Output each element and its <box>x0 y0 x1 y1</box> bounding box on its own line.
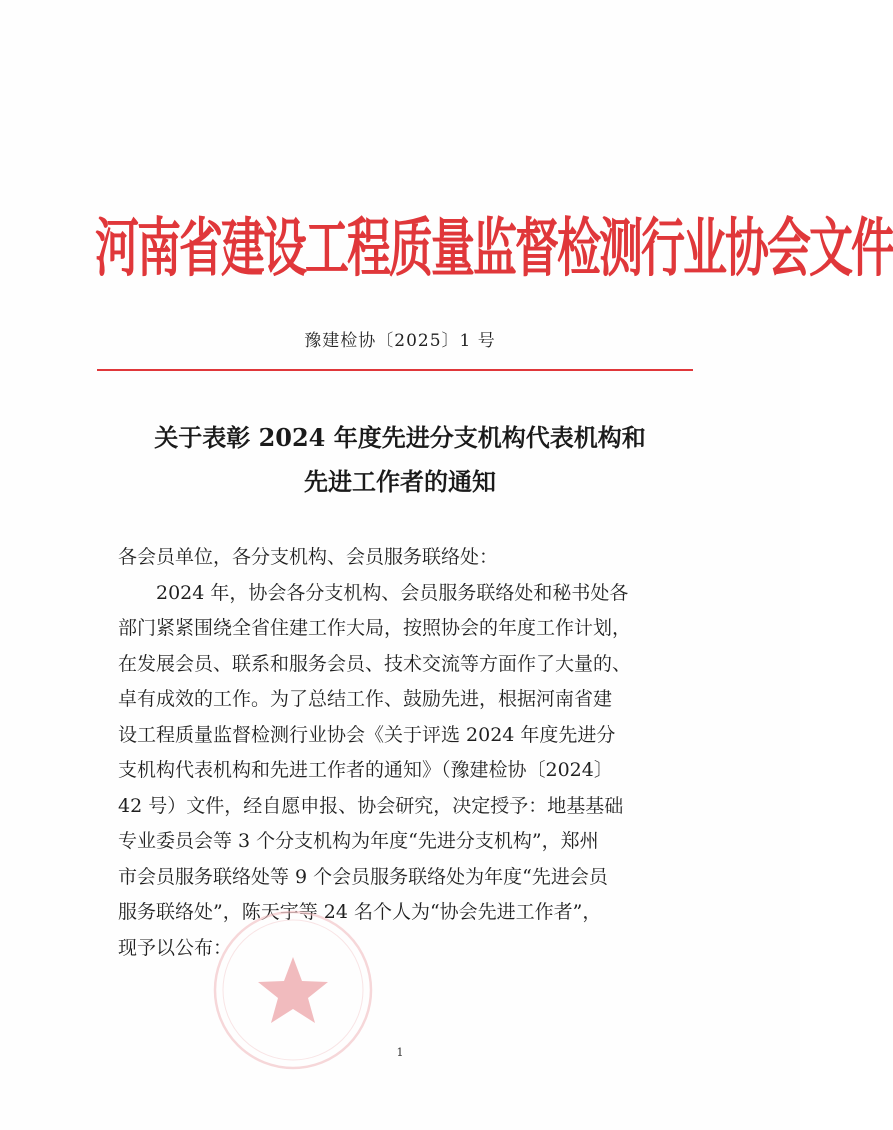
salutation: 各会员单位，各分支机构、会员服务联络处： <box>118 546 499 568</box>
body-line: 42 号）文件，经自愿申报、协会研究，决定授予：地基基础 <box>118 794 624 817</box>
organization-header: 河南省建设工程质量监督检测行业协会文件 <box>95 211 893 286</box>
body-line: 卓有成效的工作。为了总结工作、鼓励先进，根据河南省建 <box>118 688 613 710</box>
document-number: 豫建检协〔2025〕1 号 <box>304 331 496 351</box>
seal-star-icon <box>258 957 328 1023</box>
notice-body <box>118 540 688 966</box>
header-divider <box>97 369 693 371</box>
body-line: 部门紧紧围绕全省住建工作大局，按照协会的年度工作计划， <box>118 617 632 639</box>
title-line-2: 先进工作者的通知 <box>304 467 496 496</box>
notice-title <box>0 416 800 504</box>
body-line: 支机构代表机构和先进工作者的通知》（豫建检协〔2024〕 <box>118 759 613 781</box>
title-line-1: 关于表彰 2024 年度先进分支机构代表机构和 <box>154 423 646 452</box>
body-line: 在发展会员、联系和服务会员、技术交流等方面作了大量的、 <box>118 652 632 675</box>
body-line: 市会员服务联络处等 9 个会员服务联络处为年度“先进会员 <box>118 865 608 888</box>
body-line: 服务联络处”，陈天宇等 24 名个人为“协会先进工作者”， <box>118 901 602 923</box>
body-line: 2024 年，协会各分支机构、会员服务联络处和秘书处各 <box>156 581 629 604</box>
body-line: 现予以公布： <box>118 936 233 959</box>
body-line: 专业委员会等 3 个分支机构为年度“先进分支机构”，郑州 <box>118 830 599 852</box>
page-number: 1 <box>396 1046 404 1059</box>
body-line: 设工程质量监督检测行业协会《关于评选 2024 年度先进分 <box>118 723 616 746</box>
